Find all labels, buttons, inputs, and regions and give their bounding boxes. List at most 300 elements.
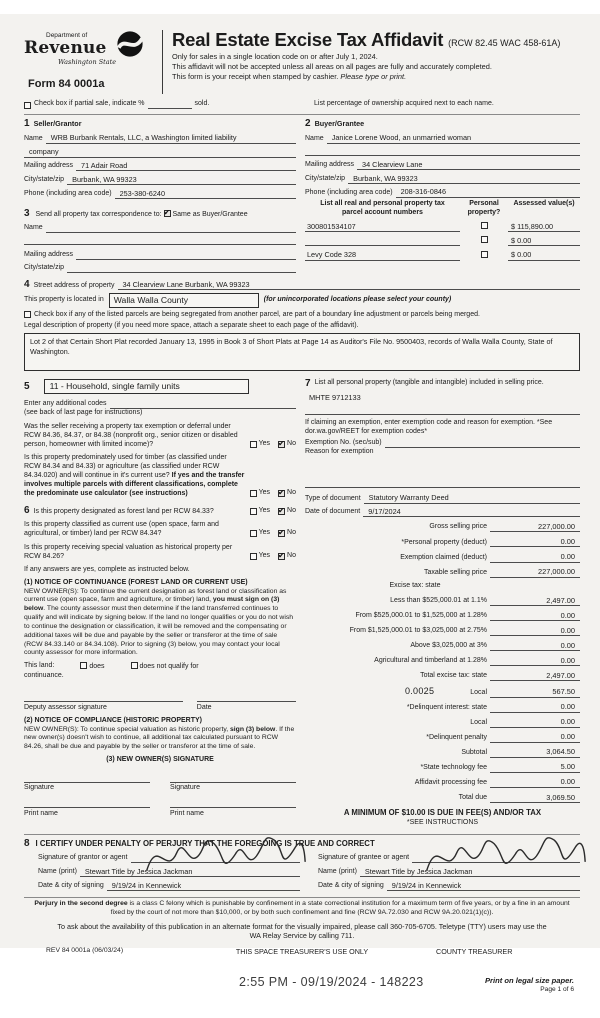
local-tax-row: [305, 686, 580, 698]
header-note-1: Only for sales in a single location code on or after July 1, 2024.: [172, 52, 378, 62]
deputy-signature-label: Deputy assessor signature: [24, 703, 107, 711]
section3-heading: [24, 209, 296, 220]
perjury-text: is a class C felony which is punishable by confinement in a state correctional institution for a maximum term of five years, or by a fine in an amount fixed by the court of not more than $10,000, or by both such confinement and fine (RCW 9A.72.030 and RCW 9A.20.021(1)(c)).: [110, 900, 570, 916]
row-value[interactable]: 567.50: [490, 687, 580, 697]
taxable-selling-price-row: [305, 567, 580, 577]
delinquent-interest-state-row: [305, 702, 580, 712]
total-state-excise-row: [305, 671, 580, 681]
notice1-title: (1) NOTICE OF CONTINUANCE (FOREST LAND OR CURRENT USE): [24, 578, 248, 586]
delinquent-interest-local-row: [305, 717, 580, 727]
section7-number: 7: [305, 378, 311, 390]
timber-question-bold: If yes and the transfer involves multiple parcels with different classifications, complete the predominate use calculator (see instructions): [24, 472, 245, 497]
parcel-row-2: [305, 236, 580, 246]
seller-mailing-label: Mailing address: [24, 162, 74, 170]
grantee-signature-column: [318, 851, 580, 891]
partial-sale-row: [24, 100, 580, 109]
doc-date-value[interactable]: 9/17/2024: [363, 507, 580, 517]
row-value[interactable]: 2,497.00: [490, 596, 580, 606]
partial-sale-field: [24, 100, 302, 109]
row-value[interactable]: 3,064.50: [490, 747, 580, 757]
assessed-value-2[interactable]: $ 0.00: [508, 236, 580, 246]
subtotal-row: [305, 747, 580, 757]
excise-column: [305, 379, 580, 828]
revenue-wordmark: Revenue: [24, 38, 107, 59]
rev-number: REV 84 0001a (06/03/24): [46, 947, 124, 955]
row-value[interactable]: 0.00: [490, 537, 580, 547]
row-label: *Personal property (deduct): [401, 538, 487, 546]
header-note-2: This affidavit will not be accepted unless all areas on all pages are fully and accurately completed.: [172, 62, 492, 72]
row-label: Total due: [458, 794, 487, 802]
signature-columns: [24, 851, 580, 891]
grantor-date-city-value[interactable]: 9/19/24 in Kennewick: [107, 881, 300, 891]
personal-property-checkbox-1[interactable]: [481, 222, 488, 229]
correspondence-city-value[interactable]: [67, 264, 296, 273]
no-label: No: [287, 551, 296, 559]
form-title: [172, 30, 580, 49]
section2-title: Buyer/Grantee: [314, 118, 365, 128]
row-value[interactable]: 0.00: [490, 626, 580, 636]
footer-row: [24, 947, 580, 958]
forest-question-text: [24, 506, 250, 517]
doc-type-value[interactable]: Statutory Warranty Deed: [364, 493, 580, 503]
new-owner-signature-slot-2: [170, 774, 296, 793]
seller-column: [24, 119, 296, 273]
historic-yes-checkbox[interactable]: [250, 553, 257, 560]
section4-number: 4: [24, 278, 30, 290]
yes-label: Yes: [258, 551, 271, 559]
delinquent-penalty-row: [305, 732, 580, 742]
does-option: [80, 662, 104, 672]
dor-logo: [24, 30, 162, 91]
row-value[interactable]: 0.00: [490, 611, 580, 621]
partial-sale-percent-input[interactable]: [148, 101, 192, 109]
county-row: [24, 293, 580, 308]
historic-no-checkbox[interactable]: [278, 553, 285, 560]
assessed-value-1[interactable]: $ 115,890.00: [508, 222, 580, 232]
notice2-bold: sign (3) below: [230, 725, 276, 733]
row-value[interactable]: 0.00: [490, 656, 580, 666]
main-block: [24, 379, 580, 828]
dor-swirl-icon: [116, 30, 144, 62]
parcel-1-checkbox-cell: [460, 222, 508, 232]
county-note: (for unincorporated locations please select your county): [263, 296, 452, 304]
row-value[interactable]: 0.00: [490, 641, 580, 651]
historic-yes-no: [250, 552, 296, 562]
header-notes: [172, 52, 580, 81]
seller-name-value[interactable]: WRB Burbank Rentals, LLC, a Washington limited liability: [46, 133, 296, 143]
section8-number: 8: [24, 837, 30, 849]
local-rate-value: 0.0025: [404, 686, 435, 697]
row-label: Local: [470, 718, 487, 726]
correspondence-mailing-field: [24, 251, 296, 260]
seller-city-field: [24, 175, 296, 185]
same-as-buyer-checkbox[interactable]: [164, 210, 171, 217]
personal-property-deduct-row: [305, 537, 580, 547]
doc-date-label: Date of document: [305, 508, 361, 516]
seller-mailing-field: [24, 161, 296, 171]
notice1-bold: you must sign on (3) below: [24, 596, 280, 613]
buyer-name-value[interactable]: Janice Lorene Wood, an unmarried woman: [327, 133, 580, 143]
deputy-date-line[interactable]: [197, 693, 296, 702]
seller-name-label: Name: [24, 134, 43, 142]
row-value[interactable]: 0.00: [490, 717, 580, 727]
ownership-note: List percentage of ownership acquired next to each name.: [314, 100, 494, 107]
current-use-yes-checkbox[interactable]: [250, 530, 257, 537]
buyer-city-field: [305, 174, 580, 184]
buyer-city-value[interactable]: Burbank, WA 99323: [348, 174, 580, 184]
row-value[interactable]: 227,000.00: [490, 567, 580, 577]
new-owner-print-row: [24, 799, 296, 818]
title-block: [162, 30, 580, 94]
grantor-name-value[interactable]: Stewart Title by Jessica Jackman: [80, 867, 300, 877]
print-name-label: Print name: [24, 809, 58, 817]
row-label: Taxable selling price: [423, 568, 487, 576]
exemption-question: [24, 423, 296, 450]
no-label: No: [287, 488, 296, 496]
forest-yes-no: [250, 507, 296, 517]
section3-label: Send all property tax correspondence to:: [35, 211, 162, 219]
row-value[interactable]: 0.00: [490, 732, 580, 742]
no-label: No: [287, 439, 296, 447]
correspondence-name-label: Name: [24, 223, 43, 231]
this-land-label: This land:: [24, 662, 55, 670]
exemption-claimed-row: [305, 552, 580, 562]
date-city-label: Date & city of signing: [38, 882, 104, 890]
correspondence-city-field: [24, 264, 296, 273]
buyer-mailing-label: Mailing address: [305, 161, 355, 169]
row-value[interactable]: 0.00: [490, 552, 580, 562]
row-value[interactable]: 5.00: [490, 762, 580, 772]
does-label: does: [89, 663, 105, 671]
notice2-post: . If the new owner(s) doesn't wish to continue, all additional tax calculated pursuant to RCW 84.26, shall be due and payable by the seller or transferor at the time of sale.: [24, 725, 295, 751]
correspondence-mailing-value[interactable]: [76, 251, 296, 260]
same-as-buyer-label: Same as Buyer/Grantee: [172, 211, 248, 219]
row-label: Subtotal: [461, 748, 487, 756]
parcel-row-1: [305, 222, 580, 232]
buyer-column: [305, 119, 580, 273]
header-note-3-text: This form is your receipt when stamped by cashier.: [172, 71, 341, 81]
personal-property-extra-line[interactable]: [305, 406, 580, 415]
row-label: Agricultural and timberland at 1.28%: [374, 657, 487, 665]
sold-label: sold.: [194, 100, 210, 107]
buyer-blank-line: [305, 147, 580, 156]
exemption-no-value[interactable]: [385, 439, 580, 448]
current-use-yes-no: [250, 529, 296, 539]
signature-label: Signature: [170, 784, 200, 792]
personal-property-line: [305, 406, 580, 415]
total-due-row: [305, 793, 580, 803]
header-note-3: [172, 72, 580, 82]
section7-heading: [305, 379, 580, 389]
parties-block: [24, 119, 580, 273]
doc-date-field: [305, 507, 580, 517]
buyer-name-field: [305, 133, 580, 143]
grantee-signature-label: Signature of grantee or agent: [318, 854, 410, 862]
section1-title: Seller/Grantor: [33, 118, 82, 128]
exemption-no-checkbox[interactable]: [278, 441, 285, 448]
page-number: Page 1 of 6: [540, 986, 574, 994]
section1-heading: [24, 119, 296, 130]
parcel-numbers-header: List all real and personal property tax parcel account numbers: [320, 199, 445, 216]
parcel-table-header: [305, 200, 580, 218]
partial-sale-label: Check box if partial sale, indicate %: [34, 100, 145, 107]
correspondence-mailing-label: Mailing address: [24, 251, 74, 259]
section5-heading: [24, 379, 296, 394]
seller-mailing-value[interactable]: 71 Adair Road: [76, 161, 296, 171]
current-use-no-checkbox[interactable]: [278, 530, 285, 537]
tier1-row: [305, 596, 580, 606]
does-not-checkbox[interactable]: [131, 662, 138, 669]
row-value[interactable]: 0.00: [490, 702, 580, 712]
new-owner-signature-slot-1: [24, 774, 150, 793]
street-address-field: [24, 280, 580, 291]
section5-number: 5: [24, 380, 30, 392]
notice2-body: [24, 726, 296, 752]
county-treasurer-label: COUNTY TREASURER: [436, 947, 513, 957]
notice2-title: (2) NOTICE OF COMPLIANCE (HISTORIC PROPERTY): [24, 716, 202, 724]
seller-city-value[interactable]: Burbank, WA 99323: [67, 175, 296, 185]
does-not-label: does not qualify for: [139, 663, 199, 671]
section2-number: 2: [305, 117, 311, 129]
row-value[interactable]: 0.00: [490, 777, 580, 787]
signature-label: Signature: [24, 784, 54, 792]
seller-city-label: City/state/zip: [24, 176, 65, 184]
affidavit-processing-fee-row: [305, 777, 580, 787]
forest-yes-checkbox[interactable]: [250, 508, 257, 515]
personal-property-list-value[interactable]: MHTE 9712133: [309, 393, 361, 403]
seller-name-field: [24, 133, 296, 143]
does-checkbox[interactable]: [80, 662, 87, 669]
segregated-row: [24, 311, 580, 320]
buyer-mailing-field: [305, 160, 580, 170]
section1-number: 1: [24, 117, 30, 129]
alt-format-note: To ask about the availability of this publication in an alternate format for the visually impaired, please call 360-705-6705. Teletype (TTY) users may use the WA Relay Service by calling 711.: [57, 921, 547, 940]
notice1-post: . The county assessor must then determine if the land transferred continues to qualify and will indicate by signing below. If the land no longer qualifies or you do not wish to continue the designation or classification, it will be removed and the compensating or additional taxes will be due and payable by the seller or transferor at the time of sale (RCW 84.33.140 or 84.34.108). Prior to signing (3) below, you may contact your local county assessor for more information.: [24, 605, 294, 657]
row-label: From $1,525,000.01 to $3,025,000 at 2.75%: [349, 627, 487, 635]
yes-label: Yes: [258, 439, 271, 447]
form-number: Form 84 0001a: [28, 77, 105, 90]
form-header: [24, 30, 580, 94]
correspondence-city-label: City/state/zip: [24, 263, 65, 271]
correspondence-name-field: [24, 224, 296, 233]
row-label: *State technology fee: [420, 763, 487, 771]
yes-label: Yes: [258, 488, 271, 496]
row-label: Above $3,025,000 at 3%: [410, 642, 487, 650]
seller-phone-value[interactable]: 253-380-6240: [115, 189, 296, 199]
row-label: From $525,000.01 to $1,525,000 at 1.28%: [355, 612, 487, 620]
tier4-row: [305, 641, 580, 651]
additional-codes-field: [24, 400, 296, 409]
print-name-label: Print name: [170, 809, 204, 817]
new-owner-print-slot-1: [24, 799, 150, 818]
if-yes-note: If any answers are yes, complete as instructed below.: [24, 565, 190, 573]
exemption-no-label: Exemption No. (sec/sub): [305, 439, 382, 447]
seller-phone-field: [24, 189, 296, 199]
treasurer-use-label: THIS SPACE TREASURER'S USE ONLY: [235, 947, 369, 957]
grantee-signature-image[interactable]: [418, 827, 586, 885]
parcel-3-checkbox-cell: [460, 251, 508, 261]
no-label: No: [287, 506, 296, 514]
grantee-date-city-value[interactable]: 9/19/24 in Kennewick: [387, 881, 580, 891]
excise-state-header: Excise tax: state: [389, 582, 441, 590]
new-owner-print-slot-2: [170, 799, 296, 818]
segregated-note: Check box if any of the listed parcels are being segregated from another parcel, are part of a boundary line adjustment or parcels being merged.: [34, 311, 480, 319]
no-label: No: [287, 529, 296, 537]
historic-question: [24, 544, 296, 562]
notice1-pre: NEW OWNER(S): To continue the current designation as forest land or classification as current use (open space, farm and agriculture, or timber) land,: [24, 587, 287, 604]
correspondence-blank-value[interactable]: [24, 236, 296, 245]
use-designation-column: [24, 379, 296, 828]
form-title-rcw: (RCW 82.45 WAC 458-61A): [448, 38, 561, 48]
personal-property-checkbox-3[interactable]: [481, 251, 488, 258]
row-label: Less than $525,000.01 at 1.1%: [390, 597, 487, 605]
this-land-row: [24, 662, 296, 672]
new-owner-print-line-2[interactable]: [170, 799, 296, 808]
new-owner-signature-line-1[interactable]: [24, 774, 150, 783]
grantor-signature-label: Signature of grantor or agent: [38, 854, 128, 862]
legal-description-label: Legal description of property (if you need more space, attach a separate sheet to each page of the affidavit).: [24, 322, 359, 330]
parcel-row-3: [305, 250, 580, 260]
buyer-blank-value[interactable]: [305, 147, 580, 156]
buyer-city-label: City/state/zip: [305, 174, 346, 182]
section8: [24, 839, 580, 891]
print-size-note: Print on legal size paper.: [484, 976, 574, 986]
row-label: Affidavit processing fee: [414, 778, 487, 786]
segregated-checkbox[interactable]: [24, 311, 31, 318]
exemption-question-text: Was the seller receiving a property tax exemption or deferral under RCW 84.36, 84.37, or 84.38 (nonprofit org., senior citizen or disabled person, homeowner with limited income)?: [24, 422, 238, 448]
correspondence-name-value[interactable]: [46, 224, 296, 233]
forest-no-checkbox[interactable]: [278, 508, 285, 515]
personal-property-header: Personal property?: [467, 199, 501, 216]
certify-statement: I CERTIFY UNDER PENALTY OF PERJURY THAT THE FOREGOING IS TRUE AND CORRECT: [35, 838, 375, 848]
buyer-phone-field: [305, 187, 580, 197]
yes-label: Yes: [258, 529, 271, 537]
form-title-text: Real Estate Excise Tax Affidavit: [172, 29, 444, 50]
deputy-signature-row: [24, 693, 296, 712]
grantee-name-value[interactable]: Stewart Title by Jessica Jackman: [360, 867, 580, 877]
buyer-mailing-value[interactable]: 34 Clearview Lane: [357, 160, 580, 170]
forest-question-label: Is this property designated as forest land per RCW 84.33?: [33, 507, 214, 515]
washington-state-label: Washington State: [58, 58, 117, 67]
section3-number: 3: [24, 208, 30, 220]
continuance-label: continuance.: [24, 672, 64, 680]
street-address-label: Street address of property: [33, 281, 115, 289]
parcel-number-1[interactable]: 300801534107: [305, 222, 460, 232]
see-back-note: (see back of last page for instructions): [24, 409, 143, 417]
stamp-row: [24, 972, 580, 1018]
notice1-body: [24, 588, 296, 659]
assessed-value-3[interactable]: $ 0.00: [508, 250, 580, 260]
additional-codes-label: Enter any additional codes: [24, 400, 107, 408]
assessed-value-header: Assessed value(s): [513, 199, 575, 207]
reason-line: [305, 479, 580, 488]
grantor-signature-column: [24, 851, 300, 891]
row-label: Local: [470, 688, 487, 696]
dept-of-label: Department of: [46, 32, 88, 39]
county-select[interactable]: Walla Walla County: [109, 293, 259, 308]
buyer-name-label: Name: [305, 134, 324, 142]
agricultural-row: [305, 656, 580, 666]
row-label: *Delinquent interest: state: [406, 703, 487, 711]
gross-selling-price-row: [305, 522, 580, 532]
levy-code-value[interactable]: Levy Code 328: [305, 250, 460, 260]
timber-no-checkbox[interactable]: [278, 490, 285, 497]
deputy-date-label: Date: [196, 703, 212, 711]
doc-type-field: [305, 493, 580, 503]
parcel-2-checkbox-cell: [460, 236, 508, 246]
perjury-bold-lead: Perjury in the second degree: [34, 900, 128, 907]
exemption-note: If claiming an exemption, enter exemption code and reason for exemption. *See dor.wa.gov/REET for exemption codes*: [305, 419, 553, 436]
yes-label: Yes: [258, 506, 271, 514]
exemption-no-field: [305, 439, 580, 448]
deputy-signature-line[interactable]: [24, 693, 183, 702]
legal-description-box[interactable]: Lot 2 of that Certain Short Plat recorded January 13, 1995 in Book 3 of Short Plats at Page 14 as Auditor's File No. 9500403, records of Walla Walla County, State of Washington.: [24, 333, 580, 371]
name-print-label: Name (print): [318, 868, 357, 876]
notice3-title: (3) NEW OWNER(S) SIGNATURE: [106, 756, 214, 764]
perjury-note: [24, 900, 580, 918]
seller-phone-label: Phone (including area code): [24, 190, 112, 198]
seller-name-cont-value[interactable]: company: [24, 147, 296, 157]
partial-sale-checkbox[interactable]: [24, 102, 31, 109]
timber-yes-no: [250, 489, 296, 499]
name-print-label: Name (print): [38, 868, 77, 876]
row-label: Gross selling price: [429, 523, 487, 531]
section7-intro: List all personal property (tangible and intangible) included in selling price.: [314, 379, 544, 387]
header-divider: [24, 114, 580, 115]
section4: [24, 280, 580, 372]
notice2-pre: NEW OWNER(S): To continue special valuation as historic property,: [24, 725, 230, 733]
current-use-question: [24, 521, 296, 539]
timber-question-plain: Is this property predominately used for timber (as classified under RCW 84.34 and 84.33) or agriculture (as classified under RCW 84.34.020) and will continue in it's current use?: [24, 454, 227, 480]
buyer-phone-value[interactable]: 208-316-0846: [396, 187, 580, 197]
section6-number: 6: [24, 504, 30, 516]
forest-land-question: [24, 506, 296, 517]
parcel-number-2[interactable]: [305, 237, 460, 246]
exemption-yes-no: [250, 440, 296, 450]
perjury-divider: [24, 897, 580, 898]
deputy-date-slot: [197, 693, 296, 712]
tier3-row: [305, 626, 580, 636]
timber-yes-checkbox[interactable]: [250, 490, 257, 497]
grantor-signature-image[interactable]: [138, 827, 306, 885]
row-value[interactable]: 3,069.50: [490, 793, 580, 803]
type-or-print-note: Please type or print.: [340, 71, 407, 81]
reason-value[interactable]: [305, 479, 580, 488]
timber-question-text: [24, 454, 250, 499]
deputy-signature-slot: [24, 693, 183, 712]
new-owner-signature-line-2[interactable]: [170, 774, 296, 783]
minimum-due-note: A MINIMUM OF $10.00 IS DUE IN FEE(S) AND/OR TAX: [343, 807, 542, 817]
new-owner-signature-row: [24, 774, 296, 793]
personal-property-checkbox-2[interactable]: [481, 236, 488, 243]
row-value[interactable]: 2,497.00: [490, 671, 580, 681]
row-label: Total excise tax: state: [420, 672, 487, 680]
row-label: *Delinquent penalty: [426, 733, 487, 741]
treasurer-stamp: 2:55 PM - 09/19/2024 - 148223: [239, 975, 424, 990]
street-address-value[interactable]: 34 Clearview Lane Burbank, WA 99323: [118, 280, 581, 290]
exemption-yes-checkbox[interactable]: [250, 441, 257, 448]
additional-codes-value[interactable]: [110, 400, 297, 409]
row-value[interactable]: 227,000.00: [490, 522, 580, 532]
see-instructions-note: *SEE INSTRUCTIONS: [406, 818, 479, 826]
correspondence-blank-line: [24, 236, 296, 245]
new-owner-print-line-1[interactable]: [24, 799, 150, 808]
tier2-row: [305, 611, 580, 621]
row-label: Exemption claimed (deduct): [400, 553, 487, 561]
reason-for-exemption-label: Reason for exemption: [305, 448, 374, 456]
seller-name-cont-field: [24, 147, 296, 157]
land-use-code-box[interactable]: 11 - Household, single family units: [44, 379, 249, 394]
